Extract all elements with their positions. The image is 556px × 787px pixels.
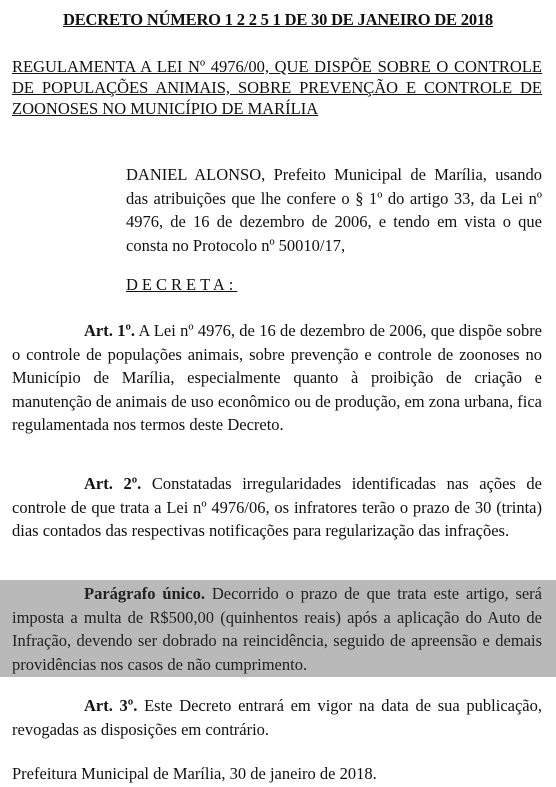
article-1-text: A Lei nº 4976, de 16 de dezembro de 2006, que dispõe sobre o controle de populações animais, sobre prevenção e controle de zoonoses no Município de Marília, especialmente quanto à proibição de criação e manutenção de animais de uso econômico ou de produção, em zona urbana, fica regulamentada nos termos deste Decreto. <box>12 321 543 434</box>
article-1-label: Art. 1º. <box>84 321 136 340</box>
article-1 <box>12 319 542 437</box>
article-2 <box>12 472 542 543</box>
paragrafo-unico-text: Decorrido o prazo de que trata este artigo, será imposta a multa de R$500,00 (quinhentos reais) após a aplicação do Auto de Infração, devendo ser dobrado na reincidência, seguido de apreensão e demais providências nos casos de não cumprimento. <box>12 584 543 674</box>
article-3 <box>12 694 542 741</box>
paragrafo-unico <box>12 582 542 676</box>
article-2-label: Art. 2º. <box>84 474 142 493</box>
article-2-text: Constatadas irregularidades identificadas nas ações de controle de que trata a Lei nº 4976/06, os infratores terão o prazo de 30 (trinta) dias contados das respectivas notificações para regularização das infrações. <box>12 474 542 540</box>
decree-title: DECRETO NÚMERO 1 2 2 5 1 DE 30 DE JANEIRO DE 2018 <box>63 10 493 29</box>
closing-line: Prefeitura Municipal de Marília, 30 de janeiro de 2018. <box>12 764 377 783</box>
decreta-heading: DECRETA: <box>126 275 238 294</box>
paragrafo-unico-label: Parágrafo único. <box>84 584 205 603</box>
preamble: DANIEL ALONSO, Prefeito Municipal de Marília, usando das atribuições que lhe confere o § 1º do artigo 33, da Lei nº 4976, de 16 de dezembro de 2006, e tendo em vista o que consta no Protocolo nº 50010/17, <box>126 165 542 255</box>
decree-summary: REGULAMENTA A LEI Nº 4976/00, QUE DISPÕE SOBRE O CONTROLE DE POPULAÇÕES ANIMAIS, SOBRE PREVENÇÃO E CONTROLE DE ZOONOSES NO MUNICÍPIO DE MARÍLIA <box>12 57 542 118</box>
article-3-text: Este Decreto entrará em vigor na data de sua publicação, revogadas as disposições em contrário. <box>12 696 542 739</box>
article-3-label: Art. 3º. <box>84 696 138 715</box>
